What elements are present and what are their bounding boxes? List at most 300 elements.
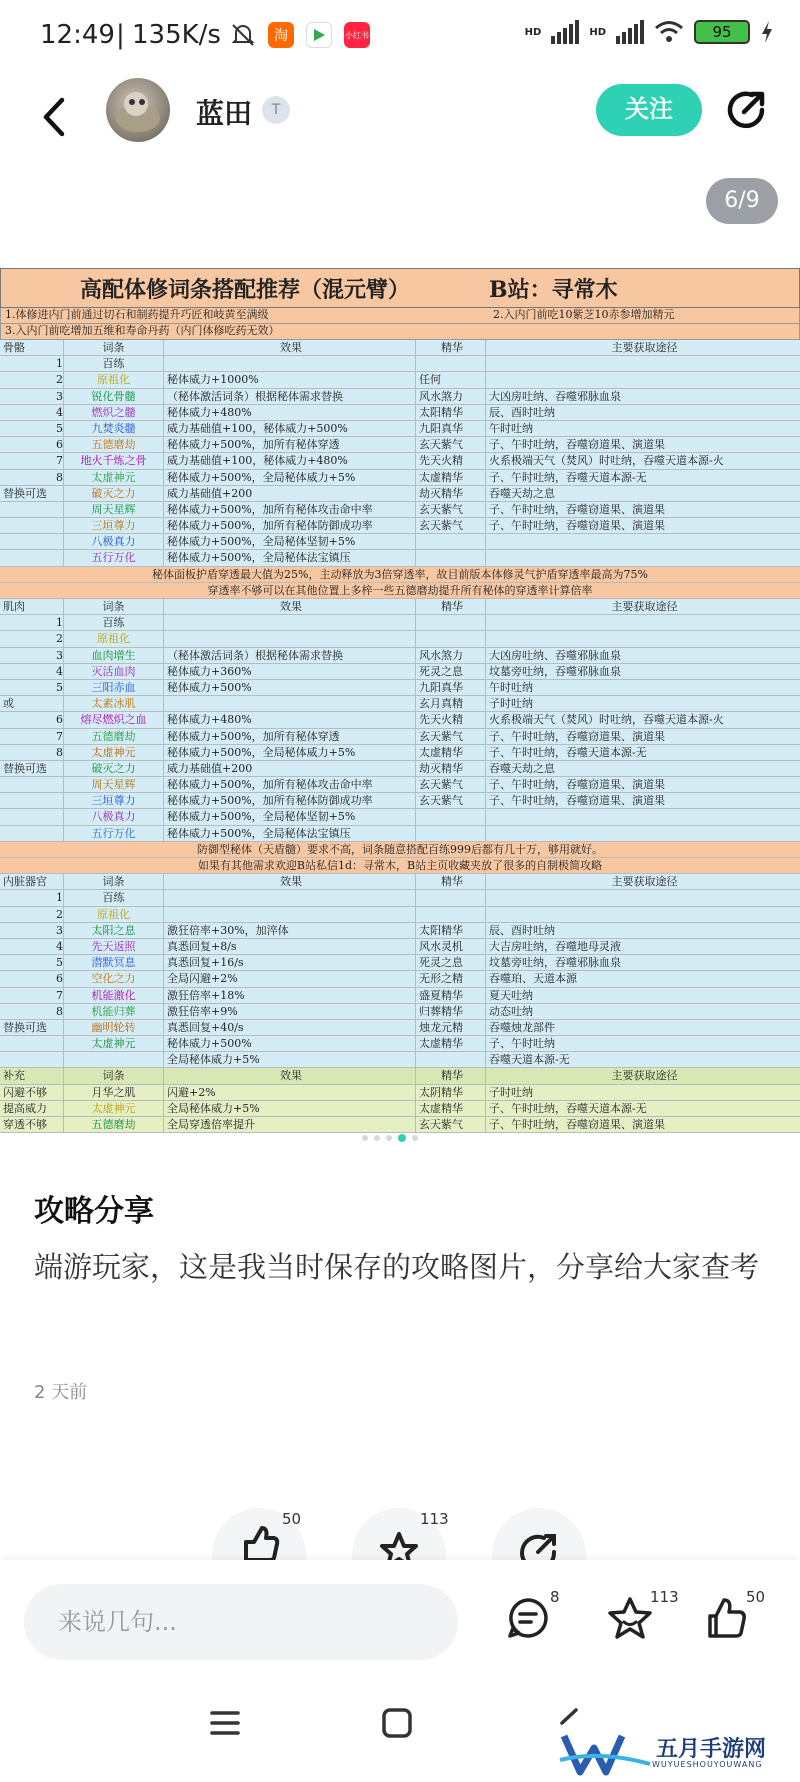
guide-cell: 2 <box>0 631 64 646</box>
guide-cell: 秘体威力+500% <box>164 1036 416 1051</box>
guide-cell: 太虚精华 <box>416 470 486 485</box>
guide-cell: 威力基础值+200 <box>164 761 416 776</box>
status-right-icons <box>525 20 774 44</box>
guide-cell: 玄天紫气 <box>416 518 486 533</box>
guide-cell: 子、午时吐纳，吞噬窃道果、演道果 <box>489 519 665 533</box>
like-round-count: 50 <box>282 1510 302 1528</box>
guide-cell <box>0 1036 64 1051</box>
guide-cell: 子、午时吐纳，吞噬窃道果、演道果 <box>489 778 665 792</box>
guide-note-row <box>0 308 800 324</box>
carousel-dot-active <box>398 1134 406 1142</box>
guide-cell: 效果 <box>164 874 416 889</box>
guide-cell: 先天返照 <box>64 939 164 954</box>
guide-row <box>0 421 800 437</box>
guide-cell <box>0 502 64 517</box>
post-time: 2 天前 <box>34 1382 88 1403</box>
guide-cell: 太素冰肌 <box>64 696 164 711</box>
guide-cell: 效果 <box>164 340 416 355</box>
guide-row <box>0 712 800 728</box>
guide-row <box>0 809 800 825</box>
guide-row <box>0 1101 800 1117</box>
guide-cell: 4 <box>0 405 64 420</box>
guide-cell <box>0 1052 64 1067</box>
guide-cell <box>64 1052 164 1067</box>
guide-cell: 燃炽之髓 <box>64 405 164 420</box>
guide-cell: 无形之精 <box>416 971 486 986</box>
guide-row <box>0 729 800 745</box>
guide-row <box>0 971 800 987</box>
guide-cell: 8 <box>0 1004 64 1019</box>
guide-cell: 五德磨劫 <box>64 1117 164 1132</box>
guide-cell <box>0 826 64 841</box>
guide-cell: 太虚神元 <box>64 1101 164 1116</box>
guide-cell: 5 <box>0 955 64 970</box>
guide-row <box>0 356 800 372</box>
guide-banner: 如果有其他需求欢迎B站私信1d：寻常木，B站主页收藏夹放了很多的自制极简攻略 <box>0 858 800 874</box>
guide-cell: 玄天紫气 <box>416 437 486 452</box>
guide-cell <box>164 907 416 922</box>
guide-header-row <box>0 599 800 615</box>
guide-banner: 秘体面板护盾穿透最大值为25%，主动释放为3倍穿透率，故目前版本体修灵气护盾穿透率最高为75% <box>0 567 800 583</box>
wifi-icon <box>654 20 684 44</box>
guide-cell: 5 <box>0 680 64 695</box>
guide-cell <box>486 550 800 565</box>
guide-cell: 劫灭精华 <box>416 486 486 501</box>
guide-cell <box>486 534 800 549</box>
guide-cell <box>0 550 64 565</box>
guide-row <box>0 534 800 550</box>
guide-image[interactable] <box>0 268 800 1131</box>
guide-cell: 子、午时吐纳 <box>489 1037 555 1051</box>
guide-cell: 主要获取途径 <box>611 1069 678 1083</box>
guide-cell: 周天星辉 <box>64 502 164 517</box>
guide-cell: 词条 <box>64 874 164 889</box>
guide-cell: 秘体威力+480% <box>164 405 416 420</box>
guide-banner: 穿透率不够可以在其他位置上多梓一些五德磨劫提升所有秘体的穿透率计算倍率 <box>0 583 800 599</box>
guide-note-2: 2.入内门前吃10紫芝10赤参增加精元 <box>493 308 675 321</box>
guide-cell <box>0 809 64 824</box>
guide-cell <box>486 907 800 922</box>
guide-cell: 风水煞力 <box>416 648 486 663</box>
guide-cell <box>0 777 64 792</box>
guide-cell: 秘体威力+500%，加所有秘体攻击命中率 <box>164 777 416 792</box>
guide-cell: 玄天紫气 <box>416 729 486 744</box>
guide-cell: 幽明轮转 <box>64 1020 164 1035</box>
guide-cell: 秘体威力+500%，加所有秘体防御成功率 <box>164 793 416 808</box>
guide-cell: 死灵之息 <box>416 664 486 679</box>
home-icon[interactable] <box>374 1700 420 1746</box>
guide-cell <box>0 793 64 808</box>
guide-cell: 秘体威力+500%，加所有秘体攻击命中率 <box>164 502 416 517</box>
guide-cell: 风水煞力 <box>416 389 486 404</box>
status-time: 12:49 <box>40 20 115 50</box>
guide-cell: 火系极端天气（焚风）时吐纳，吞噬天道本源-火 <box>489 454 724 468</box>
guide-cell: 3 <box>0 648 64 663</box>
guide-title-bar <box>0 268 800 308</box>
guide-cell: 坟墓旁吐纳，吞噬邪脉血泉 <box>489 956 621 970</box>
guide-row <box>0 631 800 647</box>
guide-row <box>0 988 800 1004</box>
guide-cell: 盛夏精华 <box>416 988 486 1003</box>
guide-cell: 吞噬天劫之息 <box>489 761 555 775</box>
guide-cell: 精华 <box>416 340 486 355</box>
guide-cell: 玄天紫气 <box>416 502 486 517</box>
guide-cell: 激狂倍率+30%，加淬体 <box>164 923 416 938</box>
menu-icon[interactable] <box>202 1700 248 1746</box>
guide-cell: 4 <box>0 664 64 679</box>
guide-cell <box>486 890 800 905</box>
guide-cell: 秘体威力+500%，全局秘体坚韧+5% <box>164 809 416 824</box>
guide-cell: 补充 <box>0 1068 64 1083</box>
system-nav-bar <box>0 1670 800 1778</box>
image-counter: 6/9 <box>706 178 778 224</box>
follow-button[interactable]: 关注 <box>596 84 702 136</box>
comment-input[interactable] <box>24 1584 458 1660</box>
guide-cell: 五德磨劫 <box>64 729 164 744</box>
guide-cell: 子时吐纳 <box>489 697 533 711</box>
share-icon <box>492 1508 586 1568</box>
guide-row <box>0 1020 800 1036</box>
play-store-icon <box>306 22 332 48</box>
guide-cell: 吞噬天道本源-无 <box>489 1053 570 1067</box>
guide-cell: 先天火精 <box>416 453 486 468</box>
guide-cell: 词条 <box>64 340 164 355</box>
guide-row <box>0 550 800 566</box>
guide-cell: 1 <box>0 890 64 905</box>
guide-cell: 坟墓旁吐纳，吞噬邪脉血泉 <box>489 664 621 678</box>
guide-cell: 破灭之力 <box>64 486 164 501</box>
guide-note-3: 3.入内门前吃增加五维和寿命丹药（内门体修吃药无效） <box>5 324 280 337</box>
post-title: 攻略分享 <box>34 1194 154 1229</box>
guide-cell <box>416 1052 486 1067</box>
guide-row <box>0 777 800 793</box>
guide-cell: 威力基础值+100，秘体威力+500% <box>164 421 416 436</box>
guide-note-1: 1.体修进内门前通过切石和制药提升巧匠和岐黄至满级 <box>5 308 269 321</box>
guide-cell: 归葬精华 <box>416 1004 486 1019</box>
guide-cell: 秘体威力+480% <box>164 712 416 727</box>
guide-cell: 三垣尊力 <box>64 518 164 533</box>
carousel-dot <box>386 1135 392 1141</box>
site-watermark <box>560 1730 800 1778</box>
share-icon[interactable] <box>722 86 770 134</box>
guide-row <box>0 486 800 502</box>
guide-cell: 1 <box>0 356 64 371</box>
guide-cell: 替换可选 <box>0 1020 64 1035</box>
guide-cell: 大凶房吐纳、吞噬邪脉血泉 <box>489 389 621 403</box>
guide-cell: 秘体威力+1000% <box>164 372 416 387</box>
guide-cell: 辰、酉时吐纳 <box>489 405 555 419</box>
guide-cell: 太虚精华 <box>416 1101 486 1116</box>
guide-cell <box>164 615 416 630</box>
taobao-icon: 淘 <box>268 22 294 48</box>
guide-row <box>0 745 800 761</box>
guide-cell: 太阳精华 <box>416 405 486 420</box>
guide-row <box>0 680 800 696</box>
guide-cell: 内脏器官 <box>0 874 64 889</box>
guide-cell: 玄天紫气 <box>416 793 486 808</box>
guide-cell: 死灵之息 <box>416 955 486 970</box>
guide-cell: 3 <box>0 389 64 404</box>
guide-cell: 潜默冥息 <box>64 955 164 970</box>
guide-cell: 空化之力 <box>64 971 164 986</box>
guide-cell: 或 <box>0 696 64 711</box>
guide-cell: 全局秘体威力+5% <box>164 1052 416 1067</box>
guide-cell: 骨骼 <box>0 340 64 355</box>
hd-label-1: HD <box>524 26 542 38</box>
guide-cell: 太虚神元 <box>64 745 164 760</box>
guide-cell <box>416 550 486 565</box>
guide-cell <box>486 631 800 646</box>
guide-row <box>0 405 800 421</box>
like-count: 50 <box>746 1588 766 1606</box>
guide-cell <box>416 631 486 646</box>
guide-cell: 主要获取途径 <box>611 875 678 889</box>
guide-cell <box>416 615 486 630</box>
guide-cell: 秘体威力+360% <box>164 664 416 679</box>
fav-count: 113 <box>650 1588 679 1606</box>
guide-cell: （秘体激活词条）根据秘体需求替换 <box>164 648 416 663</box>
guide-cell: 辰、酉时吐纳 <box>489 923 555 937</box>
guide-cell: 4 <box>0 939 64 954</box>
guide-cell: 6 <box>0 437 64 452</box>
guide-cell: 吞噬烛龙部件 <box>489 1020 555 1034</box>
guide-cell: 午时吐纳 <box>489 421 533 435</box>
status-bar <box>0 0 800 72</box>
guide-cell <box>486 826 800 841</box>
guide-row <box>0 1036 800 1052</box>
guide-cell <box>486 809 800 824</box>
guide-cell: 百练 <box>64 890 164 905</box>
guide-header-row <box>0 340 800 356</box>
guide-banner: 防御型秘体（天盾髓）要求不高，词条随意搭配百练999后都有几十万，够用就好。 <box>0 842 800 858</box>
guide-cell: 动态吐纳 <box>489 1004 533 1018</box>
username[interactable]: 蓝田 <box>196 97 253 130</box>
guide-cell: 八极真力 <box>64 809 164 824</box>
guide-row <box>0 437 800 453</box>
carousel-dot <box>362 1135 368 1141</box>
guide-row <box>0 1052 800 1068</box>
guide-cell: 穿透不够 <box>0 1117 64 1132</box>
guide-row <box>0 826 800 842</box>
guide-cell: 任何 <box>416 372 486 387</box>
guide-cell <box>416 890 486 905</box>
star-icon[interactable] <box>606 1594 654 1642</box>
guide-cell: 子、午时吐纳，吞噬窃道果、演道果 <box>489 794 665 808</box>
guide-cell: 秘体威力+500%，全局秘体法宝镇压 <box>164 826 416 841</box>
guide-cell: 6 <box>0 712 64 727</box>
guide-cell: 提高威力 <box>0 1101 64 1116</box>
guide-cell: 替换可选 <box>0 486 64 501</box>
guide-cell: 锐化骨髓 <box>64 389 164 404</box>
guide-cell: 烛龙元精 <box>416 1020 486 1035</box>
guide-cell: 子、午时吐纳，吞噬窃道果、演道果 <box>489 502 665 516</box>
guide-cell: 秘体威力+500%，全局秘体坚韧+5% <box>164 534 416 549</box>
guide-cell: 全局秘体威力+5% <box>164 1101 416 1116</box>
guide-cell: 五行万化 <box>64 550 164 565</box>
guide-cell: 地火千炼之骨 <box>64 453 164 468</box>
guide-row <box>0 372 800 388</box>
guide-cell: 太虚神元 <box>64 1036 164 1051</box>
guide-cell: 九焚炎髓 <box>64 421 164 436</box>
guide-cell: 吞噬天劫之息 <box>489 486 555 500</box>
guide-cell: 五行万化 <box>64 826 164 841</box>
guide-cell: 午时吐纳 <box>489 680 533 694</box>
avatar[interactable] <box>106 78 170 142</box>
guide-cell: 词条 <box>64 1068 164 1083</box>
guide-cell: 八极真力 <box>64 534 164 549</box>
guide-cell: 大吉房吐纳，吞噬地母灵液 <box>489 939 621 953</box>
carousel-dot <box>412 1135 418 1141</box>
guide-cell: 7 <box>0 729 64 744</box>
guide-row <box>0 761 800 777</box>
guide-row <box>0 470 800 486</box>
guide-row <box>0 939 800 955</box>
user-level-badge: T <box>262 96 290 124</box>
guide-cell: 子、午时吐纳，吞噬天道本源-无 <box>489 1101 647 1115</box>
guide-row <box>0 890 800 906</box>
guide-row <box>0 1117 800 1133</box>
guide-cell: 太虚精华 <box>416 1036 486 1051</box>
guide-cell: 五德磨劫 <box>64 437 164 452</box>
guide-cell: 全局闪避+2% <box>164 971 416 986</box>
guide-cell: 2 <box>0 372 64 387</box>
guide-row <box>0 453 800 469</box>
xiaohongshu-icon: 小红书 <box>344 22 370 48</box>
guide-cell: 子、午时吐纳，吞噬天道本源-无 <box>489 745 647 759</box>
guide-cell: 精华 <box>416 1068 486 1083</box>
guide-cell: 效果 <box>164 599 416 614</box>
guide-cell: 灭活血肉 <box>64 664 164 679</box>
guide-cell: 吞噬珀、天道本源 <box>489 972 577 986</box>
guide-cell: 激狂倍率+9% <box>164 1004 416 1019</box>
guide-cell: 太虚神元 <box>64 470 164 485</box>
guide-row <box>0 502 800 518</box>
guide-cell: 大凶房吐纳、吞噬邪脉血泉 <box>489 648 621 662</box>
guide-table <box>0 340 800 1133</box>
status-divider: | <box>116 20 125 50</box>
post-body: 端游玩家，这是我当时保存的攻略图片，分享给大家查考 <box>34 1250 760 1284</box>
guide-cell <box>416 826 486 841</box>
guide-cell: 7 <box>0 988 64 1003</box>
guide-cell <box>164 356 416 371</box>
hd-label-2: HD <box>589 26 606 38</box>
guide-section <box>0 1068 800 1133</box>
carousel-dots <box>362 1134 418 1142</box>
guide-author: B站：寻常木 <box>489 276 618 303</box>
guide-row <box>0 518 800 534</box>
guide-cell: 词条 <box>64 599 164 614</box>
guide-cell: 激狂倍率+18% <box>164 988 416 1003</box>
guide-cell <box>416 534 486 549</box>
guide-row <box>0 648 800 664</box>
thumb-up-icon[interactable] <box>702 1594 750 1642</box>
battery-icon: 95 <box>694 20 750 44</box>
guide-cell <box>486 615 800 630</box>
guide-cell <box>416 809 486 824</box>
guide-cell: 精华 <box>416 874 486 889</box>
guide-cell: 1 <box>0 615 64 630</box>
guide-cell <box>164 631 416 646</box>
guide-cell: 机能激化 <box>64 988 164 1003</box>
back-arrow-icon[interactable] <box>34 92 74 142</box>
guide-cell: 三垣尊力 <box>64 793 164 808</box>
guide-cell: 真悉回复+40/s <box>164 1020 416 1035</box>
guide-row <box>0 1004 800 1020</box>
guide-cell: 子、午时吐纳，吞噬窃道果、演道果 <box>489 1118 665 1131</box>
guide-cell: 玄天紫气 <box>416 777 486 792</box>
guide-cell: 原祖化 <box>64 372 164 387</box>
guide-cell <box>416 356 486 371</box>
guide-cell: 太阳精华 <box>416 923 486 938</box>
guide-cell: 九阳真华 <box>416 421 486 436</box>
guide-cell: 秘体威力+500% <box>164 680 416 695</box>
guide-cell: 子时吐纳 <box>489 1085 533 1099</box>
comment-icon[interactable] <box>504 1594 552 1642</box>
guide-cell: 秘体威力+500%，加所有秘体防御成功率 <box>164 518 416 533</box>
signal-icon <box>551 20 579 44</box>
guide-row <box>0 907 800 923</box>
guide-cell: 破灭之力 <box>64 761 164 776</box>
guide-cell: 夏天吐纳 <box>489 988 533 1002</box>
guide-cell: 替换可选 <box>0 761 64 776</box>
guide-cell <box>0 518 64 533</box>
watermark-text: 五月手游网 <box>656 1737 767 1762</box>
guide-row <box>0 696 800 712</box>
guide-cell: 真悉回复+8/s <box>164 939 416 954</box>
guide-cell: 九阳真华 <box>416 680 486 695</box>
guide-cell <box>486 356 800 371</box>
mute-bell-icon <box>230 22 256 48</box>
guide-row <box>0 615 800 631</box>
guide-cell <box>486 372 800 387</box>
guide-cell: 全局穿透倍率提升 <box>164 1117 416 1132</box>
charging-icon <box>760 20 774 44</box>
guide-note-row-2 <box>0 324 800 340</box>
guide-cell: 秘体威力+500%，加所有秘体穿透 <box>164 437 416 452</box>
guide-cell: 主要获取途径 <box>611 341 678 354</box>
guide-cell: 周天星辉 <box>64 777 164 792</box>
guide-cell: 秘体威力+500%，全局秘体法宝镇压 <box>164 550 416 565</box>
guide-cell: 8 <box>0 470 64 485</box>
guide-row <box>0 923 800 939</box>
carousel-dot <box>374 1135 380 1141</box>
bottom-action-bar <box>0 1560 800 1670</box>
guide-cell: 原祖化 <box>64 631 164 646</box>
guide-cell: 3 <box>0 923 64 938</box>
guide-cell: 2 <box>0 907 64 922</box>
guide-section <box>0 874 800 1068</box>
guide-cell: 子、午时吐纳，吞噬天道本源-无 <box>489 470 647 484</box>
guide-header-row <box>0 1068 800 1084</box>
signal-icon-2 <box>616 20 644 44</box>
guide-cell: 太阳之息 <box>64 923 164 938</box>
guide-header-row <box>0 874 800 890</box>
guide-cell <box>164 890 416 905</box>
guide-cell: 闪避不够 <box>0 1085 64 1100</box>
watermark-subtext: WUYUESHOUYOUWANG <box>652 1760 763 1769</box>
guide-cell: 子、午时吐纳，吞噬窃道果、演道果 <box>489 729 665 743</box>
guide-row <box>0 389 800 405</box>
guide-cell: 玄天紫气 <box>416 1117 486 1132</box>
guide-cell: 太阴精华 <box>416 1085 486 1100</box>
guide-cell: 真悉回复+16/s <box>164 955 416 970</box>
guide-cell: 血肉增生 <box>64 648 164 663</box>
guide-title: 高配体修词条搭配推荐（混元臂） <box>79 276 410 303</box>
guide-cell: 玄月真精 <box>416 696 486 711</box>
guide-cell <box>164 696 416 711</box>
guide-cell: 6 <box>0 971 64 986</box>
guide-cell: 7 <box>0 453 64 468</box>
